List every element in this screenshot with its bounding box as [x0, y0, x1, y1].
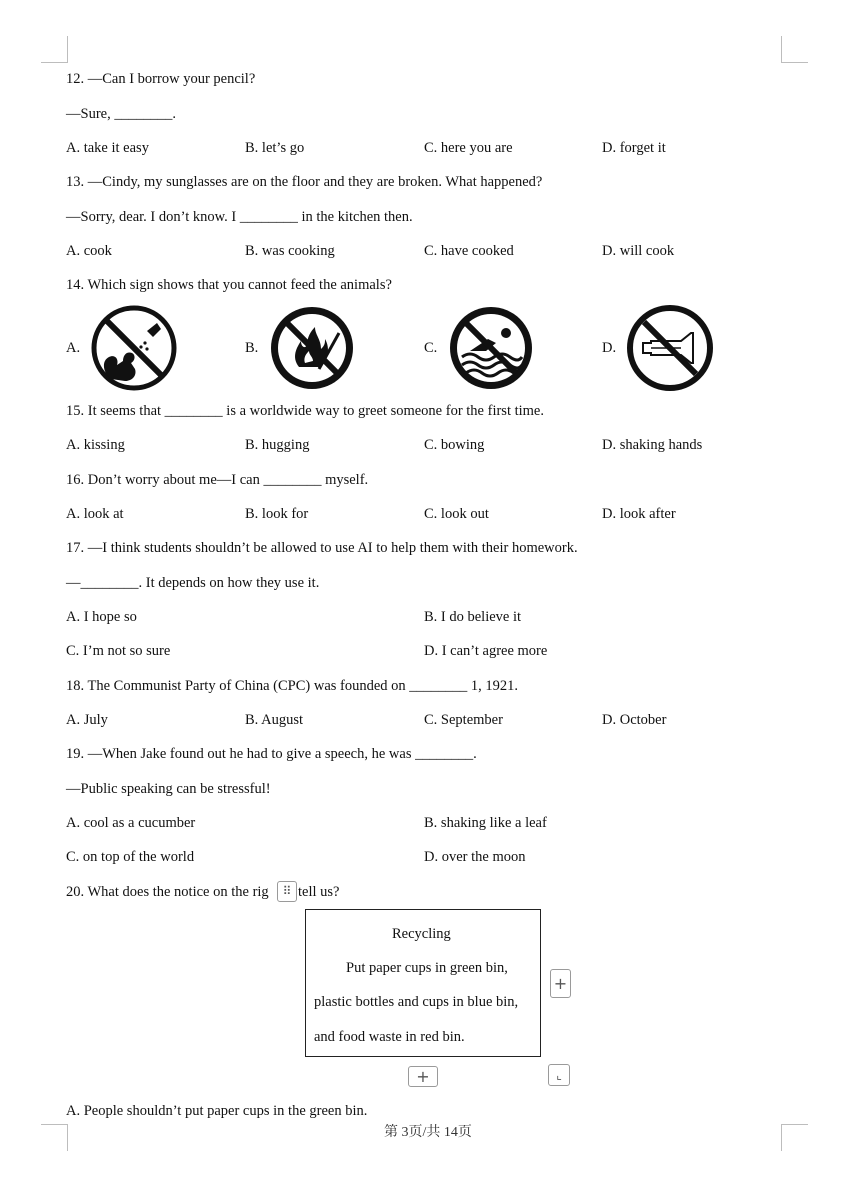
q14-option-b: B. — [245, 340, 259, 356]
q15-option-a: A. kissing — [66, 437, 125, 453]
q18-option-c: C. September — [424, 712, 503, 728]
q17-option-c: C. I’m not so sure — [66, 643, 171, 659]
q15-option-d: D. shaking hands — [602, 437, 703, 453]
q15-option-b: B. hugging — [245, 437, 310, 453]
crop-mark-top-right — [781, 36, 808, 63]
recycling-notice — [305, 909, 541, 1057]
question-17-stem: 17. —I think students shouldn’t be allowed to use AI to help them with their homework. — [66, 540, 578, 556]
q17-option-a: A. I hope so — [66, 609, 137, 625]
drag-handle-icon[interactable]: ⠿ — [277, 881, 297, 902]
q16-option-b: B. look for — [245, 506, 309, 522]
notice-title: Recycling — [392, 926, 451, 942]
question-13-stem: 13. —Cindy, my sunglasses are on the floor and they are broken. What happened? — [66, 174, 543, 190]
q12-option-c: C. here you are — [424, 140, 513, 156]
no-swimming-sign-icon — [446, 303, 536, 393]
no-fire-sign-icon — [267, 303, 357, 393]
notice-line-3: and food waste in red bin. — [314, 1029, 465, 1045]
q18-option-d: D. October — [602, 712, 667, 728]
q16-option-d: D. look after — [602, 506, 676, 522]
q14-option-a: A. — [66, 340, 81, 356]
q19-option-c: C. on top of the world — [66, 849, 195, 865]
q20-option-a: A. People shouldn’t put paper cups in the green bin. — [66, 1103, 368, 1119]
question-16-stem: 16. Don’t worry about me—I can ________ myself. — [66, 472, 369, 488]
q17-option-b: B. I do believe it — [424, 609, 522, 625]
question-15-stem: 15. It seems that ________ is a worldwide way to greet someone for the first time. — [66, 403, 544, 419]
q12-option-a: A. take it easy — [66, 140, 149, 156]
add-column-icon[interactable]: + — [550, 969, 571, 998]
q18-option-a: A. July — [66, 712, 108, 728]
question-20-stem-end: tell us? — [298, 884, 340, 900]
q16-option-c: C. look out — [424, 506, 489, 522]
q13-option-c: C. have cooked — [424, 243, 514, 259]
no-feeding-animals-sign-icon — [89, 303, 179, 393]
notice-line-1: Put paper cups in green bin, — [346, 960, 508, 976]
q13-option-b: B. was cooking — [245, 243, 335, 259]
q15-option-c: C. bowing — [424, 437, 485, 453]
question-19-stem: 19. —When Jake found out he had to give a speech, he was ________. — [66, 746, 477, 762]
q18-option-b: B. August — [245, 712, 304, 728]
question-20-stem-start: 20. What does the notice on the rig — [66, 884, 269, 900]
question-12-stem: 12. —Can I borrow your pencil? — [66, 71, 256, 87]
q16-option-a: A. look at — [66, 506, 124, 522]
question-17-reply: —________. It depends on how they use it. — [66, 575, 320, 591]
question-18-stem: 18. The Communist Party of China (CPC) was founded on ________ 1, 1921. — [66, 678, 519, 694]
page-number-footer: 第 3页/共 14页 — [384, 1125, 472, 1140]
q19-option-d: D. over the moon — [424, 849, 526, 865]
q19-option-a: A. cool as a cucumber — [66, 815, 196, 831]
add-row-icon[interactable]: + — [408, 1066, 438, 1087]
q12-option-d: D. forget it — [602, 140, 666, 156]
resize-handle-icon[interactable]: ⌞ — [548, 1064, 570, 1086]
q12-option-b: B. let’s go — [245, 140, 305, 156]
question-12-reply: —Sure, ________. — [66, 106, 176, 122]
crop-mark-top-left — [41, 36, 68, 63]
question-13-reply: —Sorry, dear. I don’t know. I ________ in the kitchen then. — [66, 209, 413, 225]
q14-option-d: D. — [602, 340, 617, 356]
q19-option-b: B. shaking like a leaf — [424, 815, 547, 831]
q14-option-c: C. — [424, 340, 438, 356]
q13-option-a: A. cook — [66, 243, 112, 259]
no-horn-sign-icon — [625, 303, 715, 393]
q17-option-d: D. I can’t agree more — [424, 643, 548, 659]
question-14-stem: 14. Which sign shows that you cannot feed the animals? — [66, 277, 392, 293]
q13-option-d: D. will cook — [602, 243, 675, 259]
notice-line-2: plastic bottles and cups in blue bin, — [314, 994, 519, 1010]
question-19-reply: —Public speaking can be stressful! — [66, 781, 271, 797]
